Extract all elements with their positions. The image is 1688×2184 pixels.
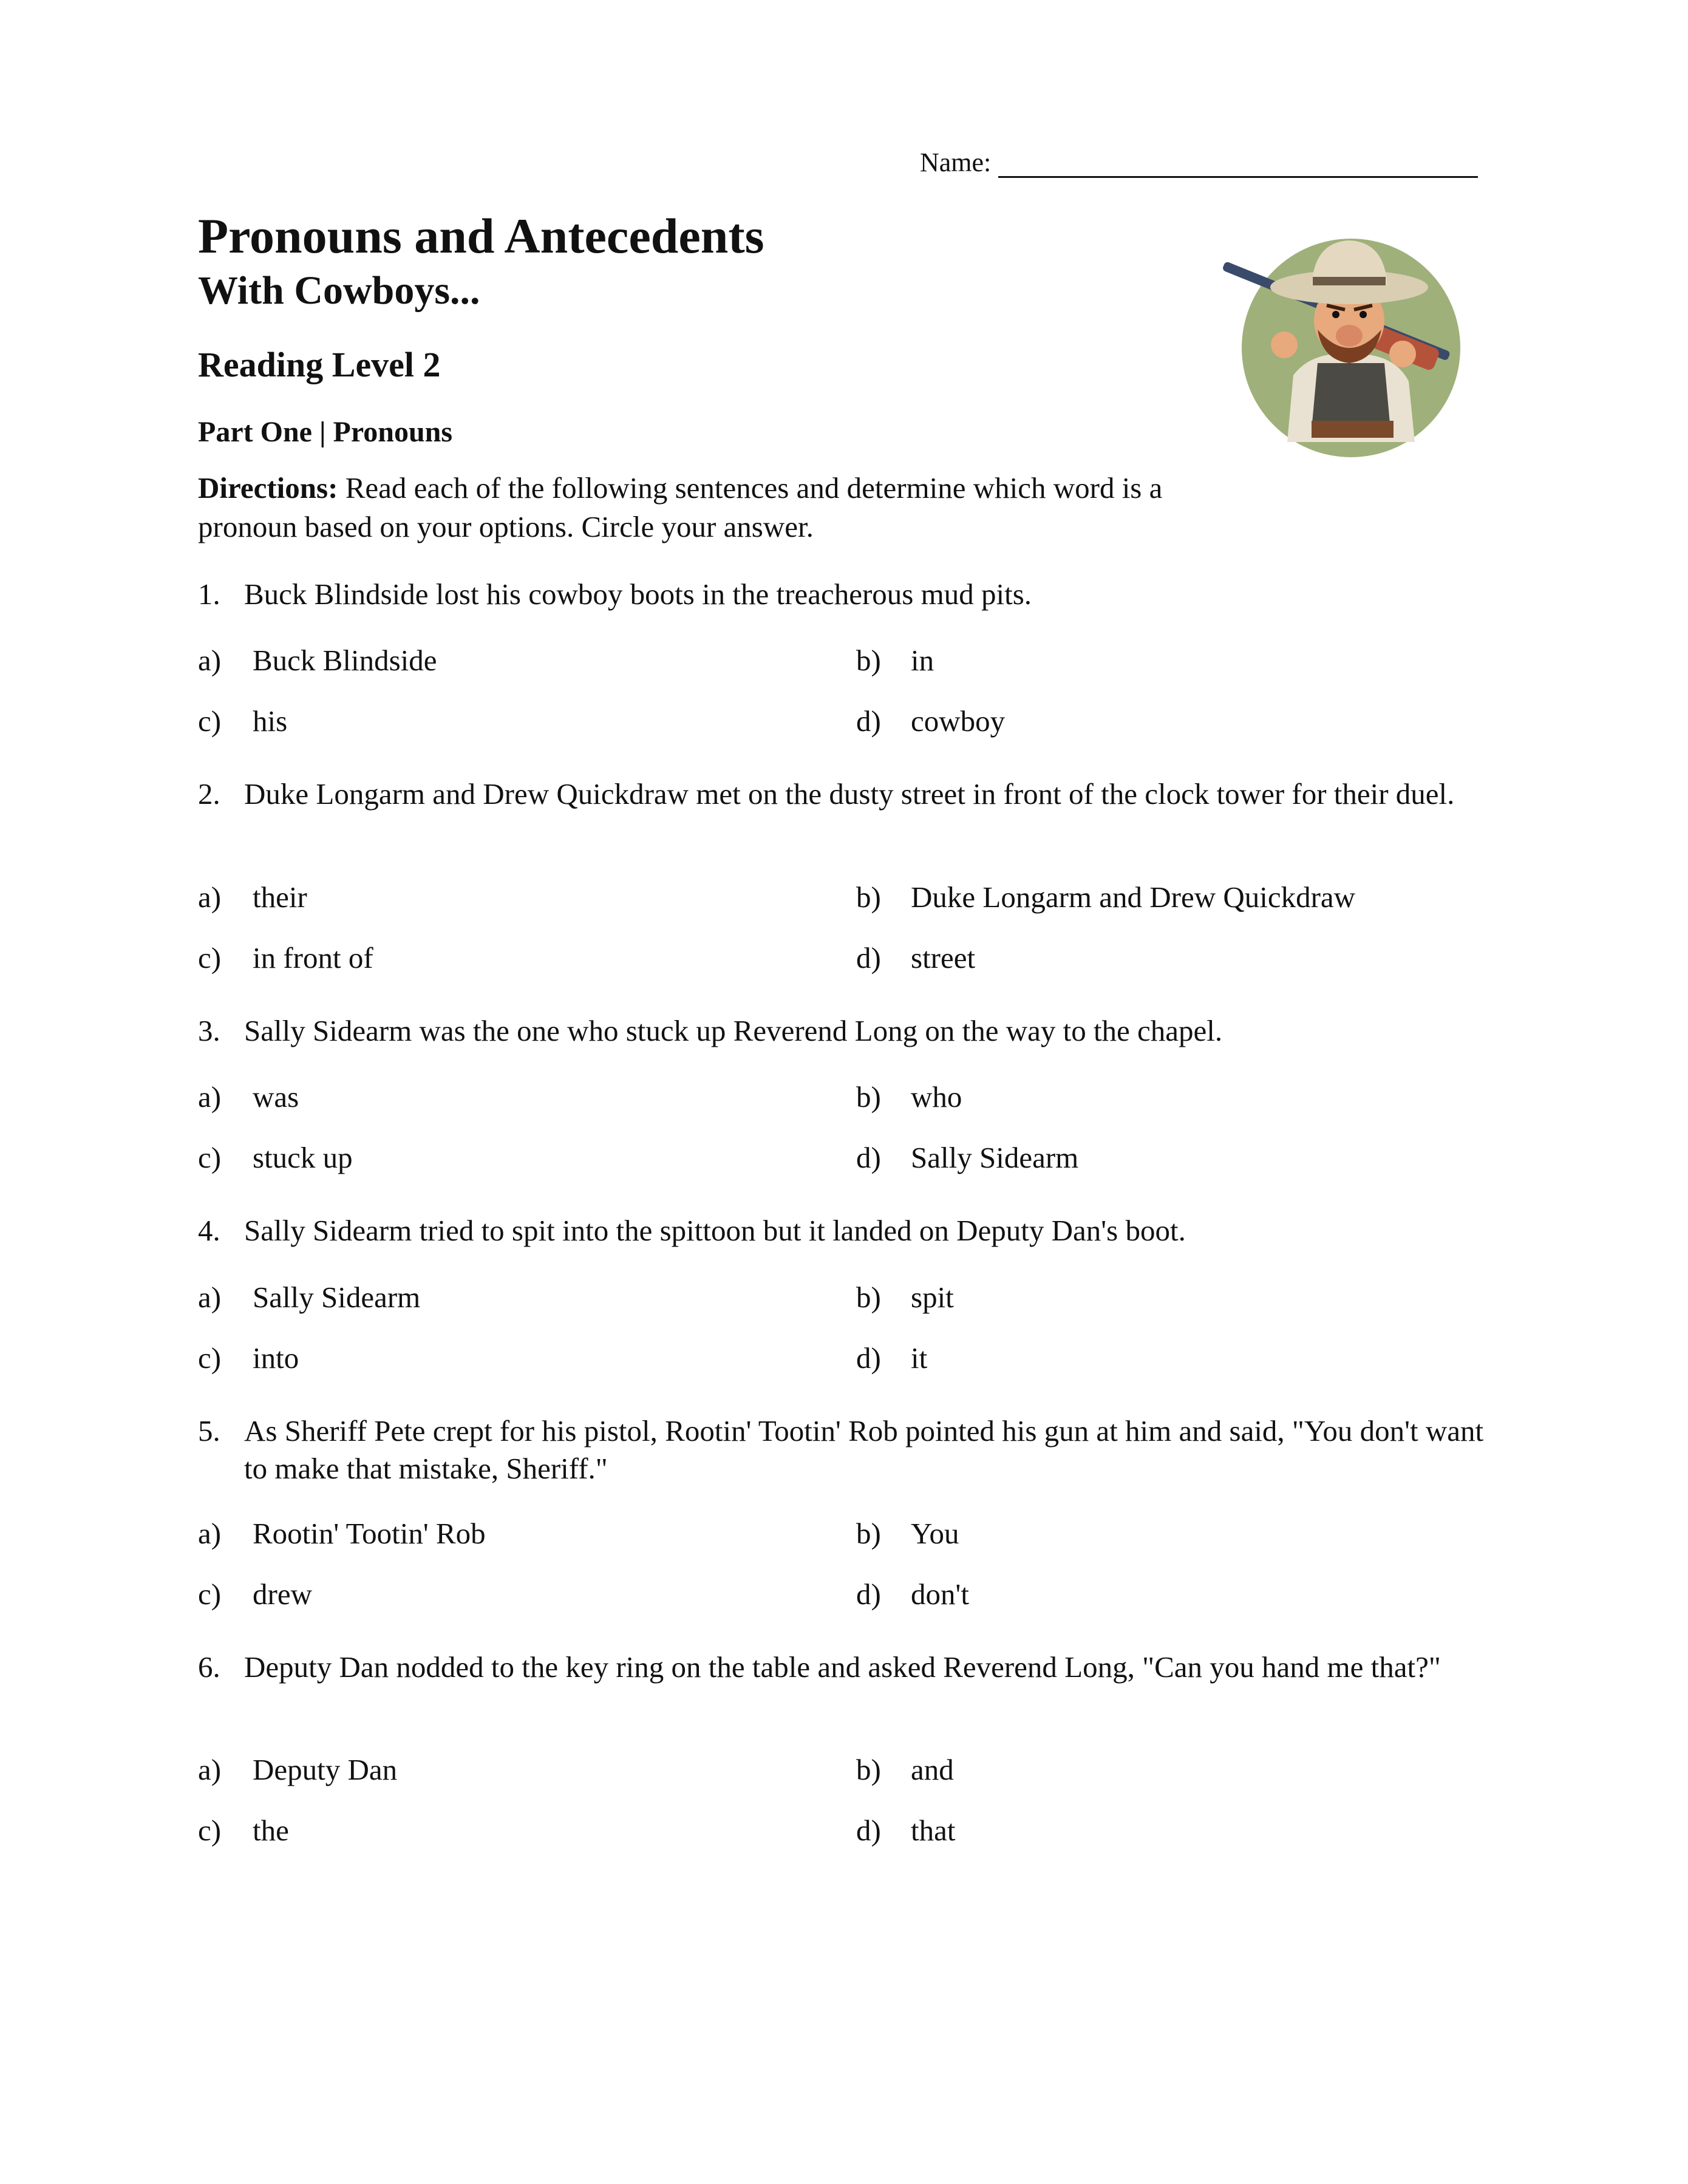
q1-option-c[interactable] bbox=[198, 706, 287, 736]
q4-option-b[interactable] bbox=[856, 1282, 954, 1312]
q4-option-a[interactable] bbox=[198, 1282, 420, 1312]
question-number: 3. bbox=[198, 1014, 220, 1047]
option-text: was bbox=[253, 1080, 299, 1114]
cowboy-with-rifle-icon bbox=[1220, 217, 1463, 460]
option-letter: b) bbox=[856, 1753, 881, 1786]
directions-text: Read each of the following sentences and determine which word is a pronoun based on your options. Circle your answer. bbox=[198, 471, 1163, 543]
question-number: 2. bbox=[198, 777, 220, 811]
name-field[interactable] bbox=[920, 147, 1478, 178]
option-letter: d) bbox=[856, 1814, 881, 1847]
option-text: his bbox=[253, 704, 288, 738]
reading-level: Reading Level 2 bbox=[198, 345, 441, 384]
q6-option-c[interactable] bbox=[198, 1815, 289, 1845]
option-text: stuck up bbox=[253, 1141, 353, 1174]
q2-option-b[interactable] bbox=[856, 882, 1355, 912]
question-5 bbox=[198, 1412, 1503, 1488]
page-title: Pronouns and Antecedents bbox=[198, 208, 764, 264]
option-text: spit bbox=[911, 1281, 954, 1314]
option-text: and bbox=[911, 1753, 954, 1786]
option-text: Sally Sidearm bbox=[911, 1141, 1079, 1174]
option-text: it bbox=[911, 1341, 928, 1375]
option-letter: b) bbox=[856, 1517, 881, 1550]
option-letter: c) bbox=[198, 1341, 222, 1375]
q1-option-b[interactable] bbox=[856, 645, 934, 675]
option-text: Rootin' Tootin' Rob bbox=[253, 1517, 486, 1550]
q6-option-a[interactable] bbox=[198, 1755, 397, 1784]
option-letter: d) bbox=[856, 1341, 881, 1375]
option-text: Sally Sidearm bbox=[253, 1281, 421, 1314]
question-text: As Sheriff Pete crept for his pistol, Rootin' Tootin' Rob pointed his gun at him and said, "You don't want to make that mistake, Sheriff." bbox=[244, 1414, 1484, 1485]
question-number: 5. bbox=[198, 1414, 220, 1447]
q3-option-b[interactable] bbox=[856, 1082, 962, 1112]
option-letter: b) bbox=[856, 1080, 881, 1114]
question-text: Deputy Dan nodded to the key ring on the table and asked Reverend Long, "Can you hand me that?" bbox=[244, 1650, 1441, 1684]
q2-option-a[interactable] bbox=[198, 882, 307, 912]
option-text: cowboy bbox=[911, 704, 1006, 738]
q3-option-c[interactable] bbox=[198, 1143, 353, 1172]
q5-option-a[interactable] bbox=[198, 1519, 486, 1548]
option-text: street bbox=[911, 941, 976, 975]
q5-option-c[interactable] bbox=[198, 1579, 312, 1609]
q1-option-a[interactable] bbox=[198, 645, 437, 675]
name-label: Name: bbox=[920, 148, 992, 177]
option-text: into bbox=[253, 1341, 299, 1375]
option-letter: a) bbox=[198, 1753, 222, 1786]
question-3 bbox=[198, 1012, 1503, 1050]
option-text: the bbox=[253, 1814, 289, 1847]
q5-option-d[interactable] bbox=[856, 1579, 969, 1609]
q6-option-b[interactable] bbox=[856, 1755, 954, 1784]
q2-option-d[interactable] bbox=[856, 943, 975, 973]
option-letter: a) bbox=[198, 1517, 222, 1550]
option-text: don't bbox=[911, 1577, 969, 1611]
option-text: You bbox=[911, 1517, 959, 1550]
option-text: that bbox=[911, 1814, 956, 1847]
option-letter: d) bbox=[856, 941, 881, 975]
q3-option-a[interactable] bbox=[198, 1082, 299, 1112]
question-4 bbox=[198, 1212, 1503, 1250]
question-6 bbox=[198, 1648, 1503, 1686]
name-blank-line[interactable] bbox=[998, 152, 1478, 178]
part-heading: Part One | Pronouns bbox=[198, 416, 453, 448]
question-text: Sally Sidearm tried to spit into the spittoon but it landed on Deputy Dan's boot. bbox=[244, 1214, 1186, 1247]
option-letter: a) bbox=[198, 1080, 222, 1114]
option-letter: c) bbox=[198, 1577, 222, 1611]
option-letter: d) bbox=[856, 1141, 881, 1174]
question-1 bbox=[198, 576, 1503, 613]
option-letter: d) bbox=[856, 704, 881, 738]
option-text: Deputy Dan bbox=[253, 1753, 398, 1786]
option-text: who bbox=[911, 1080, 962, 1114]
option-letter: c) bbox=[198, 941, 222, 975]
option-letter: d) bbox=[856, 1577, 881, 1611]
q4-option-c[interactable] bbox=[198, 1343, 299, 1373]
option-text: Buck Blindside bbox=[253, 644, 437, 677]
question-text: Sally Sidearm was the one who stuck up Reverend Long on the way to the chapel. bbox=[244, 1014, 1223, 1047]
question-number: 6. bbox=[198, 1650, 220, 1684]
option-letter: a) bbox=[198, 644, 222, 677]
option-text: Duke Longarm and Drew Quickdraw bbox=[911, 880, 1356, 914]
option-letter: c) bbox=[198, 1814, 222, 1847]
option-letter: a) bbox=[198, 1281, 222, 1314]
question-number: 4. bbox=[198, 1214, 220, 1247]
option-letter: b) bbox=[856, 1281, 881, 1314]
option-letter: c) bbox=[198, 1141, 222, 1174]
option-text: their bbox=[253, 880, 307, 914]
question-number: 1. bbox=[198, 577, 220, 611]
q1-option-d[interactable] bbox=[856, 706, 1005, 736]
question-text: Duke Longarm and Drew Quickdraw met on the dusty street in front of the clock tower for their duel. bbox=[244, 777, 1455, 811]
option-letter: b) bbox=[856, 644, 881, 677]
question-text: Buck Blindside lost his cowboy boots in the treacherous mud pits. bbox=[244, 577, 1032, 611]
option-letter: c) bbox=[198, 704, 222, 738]
q5-option-b[interactable] bbox=[856, 1519, 959, 1548]
page-subtitle: With Cowboys... bbox=[198, 268, 480, 313]
q2-option-c[interactable] bbox=[198, 943, 373, 973]
option-text: drew bbox=[253, 1577, 312, 1611]
question-2 bbox=[198, 775, 1503, 813]
directions-label: Directions: bbox=[198, 471, 338, 505]
q6-option-d[interactable] bbox=[856, 1815, 955, 1845]
q3-option-d[interactable] bbox=[856, 1143, 1078, 1172]
option-letter: a) bbox=[198, 880, 222, 914]
option-letter: b) bbox=[856, 880, 881, 914]
q4-option-d[interactable] bbox=[856, 1343, 927, 1373]
option-text: in front of bbox=[253, 941, 373, 975]
option-text: in bbox=[911, 644, 934, 677]
directions bbox=[198, 469, 1169, 546]
